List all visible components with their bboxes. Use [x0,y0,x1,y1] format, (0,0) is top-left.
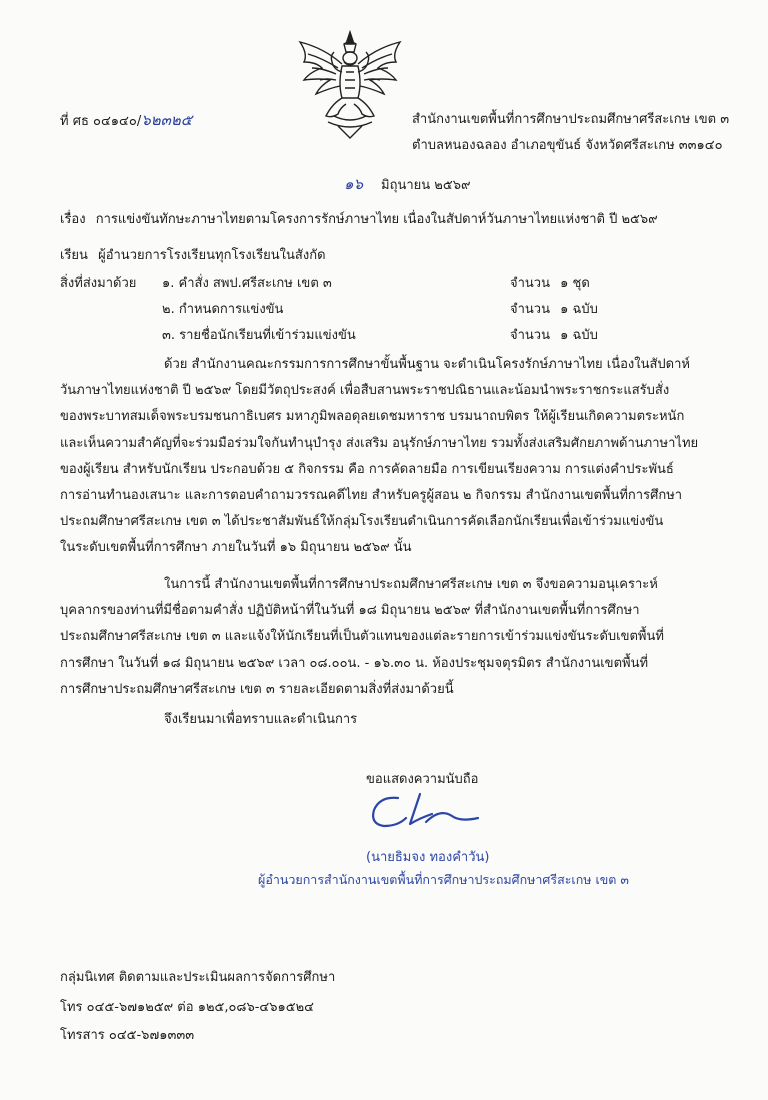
signer-name: (นายธิมจง ทองคำวัน) [366,850,490,865]
subject-text: การแข่งขันทักษะภาษาไทยตามโครงการรักษ์ภาษาไทย เนื่องในสัปดาห์วันภาษาไทยแห่งชาติ ปี ๒๕๖๙ [95,212,658,227]
body-paragraph-1 [60,352,716,562]
subject-label: เรื่อง [60,212,86,227]
office-name: สำนักงานเขตพื้นที่การศึกษาประถมศึกษาศรีสะเกษ เขต ๓ [412,112,730,127]
enclosure-item-2: ๒. กำหนดการแข่งขัน [162,302,284,317]
paragraph-line: การอ่านทำนองเสนาะ และการตอบคำถามวรรณคดีไทย สำหรับครูผู้สอน ๒ กิจกรรม สำนักงานเขตพื้นที่การศึกษา [60,488,683,504]
subject-line [60,208,658,229]
footer-fax: โทรสาร ๐๔๕-๖๗๑๓๓๓ [60,1028,195,1043]
enclosure-qty-2: จำนวน ๑ ฉบับ [510,302,598,317]
paragraph-line: วันภาษาไทยแห่งชาติ ปี ๒๕๖๙ โดยมีวัตถุประสงค์ เพื่อสืบสานพระราชปณิธานและน้อมนำพระราชกระแสรับสั่ง [60,383,670,399]
paragraph-line: ในการนี้ สำนักงานเขตพื้นที่การศึกษาประถมศึกษาศรีสะเกษ เขต ๓ จึงขอความอนุเคราะห์ [164,577,658,592]
enclosure-item-1: ๑. คำสั่ง สพป.ศรีสะเกษ เขต ๓ [162,276,332,291]
date-day-handwritten: ๑๖ [344,175,364,193]
enclosures-label: สิ่งที่ส่งมาด้วย [60,276,137,291]
recipient-text: ผู้อำนวยการโรงเรียนทุกโรงเรียนในสังกัด [98,248,326,263]
closing-salutation: ขอแสดงความนับถือ [366,772,479,787]
enclosure-qty-3: จำนวน ๑ ฉบับ [510,328,598,343]
paragraph-line: ของผู้เรียน สำหรับนักเรียน ประกอบด้วย ๕ กิจกรรม คือ การคัดลายมือ การเขียนเรียงความ การแต่งคำประพันธ์ [60,461,674,477]
paragraph-line: การศึกษาประถมศึกษาศรีสะเกษ เขต ๓ รายละเอียดตามสิ่งที่ส่งมาด้วยนี้ [60,681,454,697]
signature-icon [360,788,490,840]
enclosure-item-3: ๓. รายชื่อนักเรียนที่เข้าร่วมแข่งขัน [162,328,356,343]
footer-department: กลุ่มนิเทศ ติดตามและประเมินผลการจัดการศึกษา [60,970,336,985]
date-month-year: มิถุนายน ๒๕๖๙ [381,178,471,193]
document-number-label: ที่ ศธ ๐๔๑๔๐/ [60,114,142,129]
footer-phone: โทร ๐๔๕-๖๗๑๒๕๙ ต่อ ๑๒๕,๐๘๖-๔๖๑๕๒๔ [60,1000,314,1015]
enclosure-qty-1: จำนวน ๑ ชุด [510,276,590,291]
signer-position: ผู้อำนวยการสำนักงานเขตพื้นที่การศึกษาประถมศึกษาศรีสะเกษ เขต ๓ [258,872,629,887]
document-number [60,108,192,132]
body-paragraph-2 [60,572,716,703]
paragraph-line: บุคลากรของท่านที่มีชื่อตามคำสั่ง ปฏิบัติหน้าที่ในวันที่ ๑๘ มิถุนายน ๒๕๖๙ ที่สำนักงานเขตพื้นที่การศึกษา [60,603,640,619]
body-paragraph-3: จึงเรียนมาเพื่อทราบและดำเนินการ [164,712,358,727]
office-address: ตำบลหนองฉลอง อำเภอขุขันธ์ จังหวัดศรีสะเกษ ๓๓๑๔๐ [412,138,723,153]
garuda-emblem-icon [294,28,406,140]
paragraph-line: และเห็นความสำคัญที่จะร่วมมือร่วมใจกันทำนุบำรุง ส่งเสริม อนุรักษ์ภาษาไทย รวมทั้งส่งเสริมศักยภาพด้านภาษาไทย [60,435,699,451]
paragraph-line: ประถมศึกษาศรีสะเกษ เขต ๓ และแจ้งให้นักเรียนที่เป็นตัวแทนของแต่ละรายการเข้าร่วมแข่งขันระดับเขตพื้นที่ [60,629,664,645]
document-number-handwritten: ๖๒๓๒๕ [141,111,193,129]
paragraph-line: การศึกษา ในวันที่ ๑๘ มิถุนายน ๒๕๖๙ เวลา ๐๘.๐๐น. - ๑๖.๓๐ น. ห้องประชุมจตุรมิตร สำนักงานเขตพื้นที่ [60,655,649,671]
paragraph-line: ของพระบาทสมเด็จพระบรมชนกาธิเบศร มหาภูมิพลอดุลยเดชมหาราช บรมนาถบพิตร ให้ผู้เรียนเกิดความตระหนัก [60,409,685,425]
recipient-line [60,244,326,265]
recipient-label: เรียน [60,248,88,263]
paragraph-line: ในระดับเขตพื้นที่การศึกษา ภายในวันที่ ๑๖ มิถุนายน ๒๕๖๙ นั้น [60,540,412,556]
paragraph-line: ด้วย สำนักงานคณะกรรมการการศึกษาขั้นพื้นฐาน จะดำเนินโครงรักษ์ภาษาไทย เนื่องในสัปดาห์ [164,357,690,372]
paragraph-line: ประถมศึกษาศรีสะเกษ เขต ๓ ได้ประชาสัมพันธ์ให้กลุ่มโรงเรียนดำเนินการคัดเลือกนักเรียนเพื่อเข้าร่วมแข่งขัน [60,514,664,530]
document-date [344,172,471,196]
